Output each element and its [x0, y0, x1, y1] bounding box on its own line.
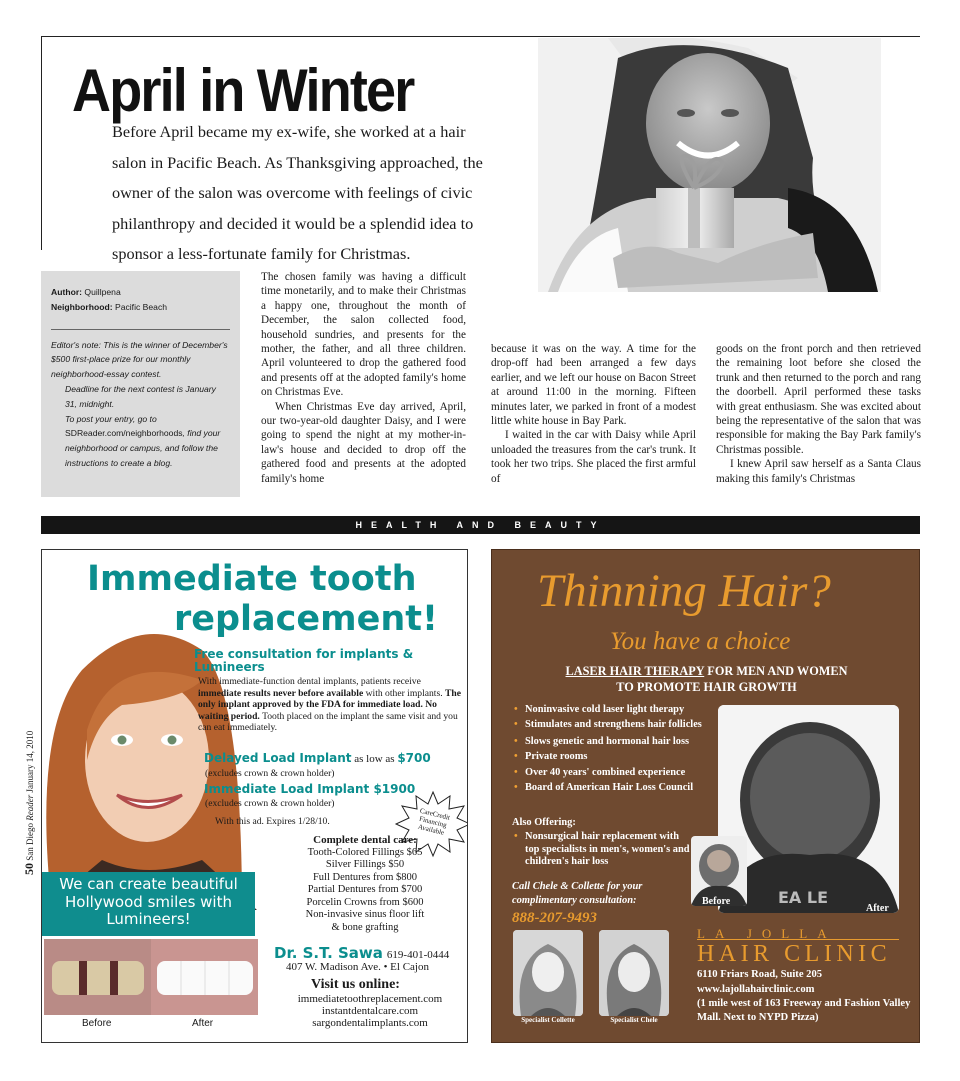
care-item: Tooth-Colored Fillings $65	[307, 846, 423, 858]
brand-hair-clinic: HAIR CLINIC	[697, 941, 892, 967]
care-item: Non-invasive sinus floor lift	[305, 909, 425, 920]
brand-rule	[697, 939, 899, 940]
care-item: Silver Fillings $50	[325, 859, 405, 870]
free-consultation: Free consultation for implants & Lumineers	[194, 647, 414, 674]
article-intro: Before April became my ex-wife, she worked at a hair salon in Pacific Beach. As Thanksgiving approached, the owner of the salon was overcome with feelings of civic philanthropy and decided it would be a splendid idea to sponsor a less-fortunate family for Christmas.	[112, 122, 483, 263]
benefit-item: • Board of American Hair Loss Council	[512, 780, 717, 796]
call-to-action: Call Chele & Collette for your complimentary consultation:	[512, 881, 643, 906]
neighborhood-line: Neighborhood: Pacific Beach	[51, 301, 168, 312]
hair-website[interactable]: www.lajollahairclinic.com	[697, 984, 815, 995]
benefit-item: • Slows genetic and hormonal hair loss	[512, 734, 717, 750]
care-title: Complete dental care:	[313, 834, 417, 846]
hair-phone[interactable]: 888-207-9493	[512, 910, 597, 926]
article-title: April in Winter	[72, 57, 414, 124]
dental-urls	[270, 993, 468, 1029]
specialist-collette-photo	[513, 930, 583, 1016]
author-line: Author: Quillpena	[51, 287, 121, 297]
benefit-item: • Noninvasive cold laser light therapy	[512, 702, 717, 718]
paragraph: goods on the front porch and then retrieved the remaining loot before she closed the trunk and then returned to the porch and rang the doorbell. April performed these tasks with great enthusiasm. She was excited about being the representative of the salon that was responsible for making the Bay Park family's Christmas possible.	[716, 343, 921, 456]
top-rule	[41, 36, 920, 37]
page-number: 50	[22, 863, 36, 875]
hair-headline: Thinning Hair?	[537, 565, 831, 617]
dental-address: 407 W. Madison Ave. • El Cajon	[286, 961, 429, 973]
specialist-collette-label: Specialist Collette	[521, 1016, 575, 1024]
paragraph: The chosen family was having a difficult time monetarily, and to make their Christmas a happy one, throughout the month of December, the salon collected food, household sundries, and presents for the mother, the father, and all three children. April volunteered to drop the gathered food and presents off at the adopted family's home on Christmas Eve.	[261, 271, 466, 399]
neighborhood-name: Pacific Beach	[114, 301, 168, 312]
dental-ad	[41, 549, 468, 1043]
after-label: After	[192, 1018, 214, 1029]
immediate-note: (excludes crown & crown holder)	[205, 798, 335, 809]
delayed-note: (excludes crown & crown holder)	[205, 768, 335, 779]
hair-benefits-list	[512, 702, 717, 796]
brand-la-jolla: LA JOLLA	[697, 926, 837, 941]
url-link[interactable]: sargondentalimplants.com	[312, 1017, 428, 1029]
laser-therapy-heading: LASER HAIR THERAPY FOR MEN AND WOMEN TO PROMOTE HAIR GROWTH	[565, 664, 848, 694]
after-label: After	[866, 903, 889, 914]
hair-address: 6110 Friars Road, Suite 205	[697, 969, 823, 980]
dental-body: With immediate-function dental implants, patients receive immediate results never before available with other implants. The only implant approved by the FDA for immediate load. No waiting period. Tooth placed on the implant the same visit and you can eat immediately.	[198, 676, 462, 734]
specialist-chele-photo	[599, 930, 669, 1016]
article-column-3	[716, 342, 921, 486]
article-column-1	[261, 270, 466, 486]
care-item: Porcelin Crowns from $600	[306, 896, 424, 908]
hair-directions: (1 mile west of 163 Freeway and Fashion Valley Mall. Next to NYPD Pizza)	[697, 998, 911, 1023]
post-entry-note: To post your entry, go to SDReader.com/neighborhoods, find your neighborhood or campus, and follow the instructions to create a blog.	[65, 413, 221, 468]
page-folio: 50 San Diego Reader January 14, 2010	[22, 730, 36, 875]
benefit-item: • Stimulates and strengthens hair follicles	[512, 718, 717, 734]
paragraph: I waited in the car with Daisy while April unloaded the treasures from the car's trunk. It took her two trips. She placed the first armful of	[491, 429, 696, 485]
svg-text:EA LE: EA LE	[778, 888, 829, 907]
paragraph: because it was on the way. A time for the drop-off had been arranged a few days earlier, and we left our house on Bacon Street at around 11:00 in the morning. Fifteen minutes later, we parked in front of a modest little white house in Bay Park.	[491, 343, 696, 428]
care-item: Partial Dentures from $700	[307, 884, 423, 895]
url-link[interactable]: immediatetoothreplacement.com	[297, 993, 443, 1005]
care-item: Full Dentures from $800	[312, 871, 418, 883]
sidebar-divider	[51, 329, 230, 330]
neighborhoods-link[interactable]: SDReader.com/neighborhoods	[65, 428, 183, 439]
hair-subhead: You have a choice	[610, 628, 791, 655]
article-sidebar	[41, 271, 240, 497]
article-column-2	[491, 342, 696, 486]
before-label: Before	[82, 1018, 112, 1029]
expiry-note: With this ad. Expires 1/28/10.	[215, 816, 330, 827]
teeth-before-photo	[44, 939, 151, 1015]
editors-note: Editor's note: This is the winner of December's $500 first-place prize for our monthly neighborhood-essay contest.	[51, 339, 228, 380]
santa-woman-gift-photo	[538, 38, 881, 292]
dental-headline-2: replacement!	[174, 599, 438, 639]
care-item: & bone grafting	[331, 921, 399, 933]
teeth-after-photo	[151, 939, 258, 1015]
section-bar: HEALTH AND BEAUTY	[41, 516, 920, 534]
doctor-name: Dr. S.T. Sawa	[274, 944, 383, 962]
lumineers-banner: We can create beautiful Hollywood smiles with Lumineers!	[42, 872, 255, 936]
dental-phone[interactable]: 619-401-0444	[386, 949, 450, 961]
specialist-chele-label: Specialist Chele	[610, 1016, 658, 1024]
benefit-item: • Private rooms	[512, 749, 717, 765]
carecredit-burst: CareCredit Financing Available	[394, 790, 468, 858]
dental-headline-1: Immediate tooth	[87, 559, 417, 599]
paragraph: I knew April saw herself as a Santa Claus making this family's Christmas	[716, 458, 921, 485]
paragraph: When Christmas Eve day arrived, April, our two-year-old daughter Daisy, and I were going to spend the night at my mother-in-law's house and decided to drop off the gathered food and presents at the adopted family's home	[261, 400, 466, 485]
before-label: Before	[702, 896, 731, 907]
benefit-item: • Over 40 years' combined experience	[512, 765, 717, 781]
delayed-load-offer: Delayed Load Implant as low as $700	[204, 751, 431, 765]
also-item: • Nonsurgical hair replacement with top specialists in men's, women's and children's hair loss	[512, 831, 692, 869]
also-offering: Also Offering:	[512, 817, 576, 828]
deadline-note: Deadline for the next contest is January 31, midnight.	[65, 383, 216, 409]
left-rule	[41, 36, 42, 250]
url-link[interactable]: instantdentalcare.com	[321, 1005, 419, 1017]
hair-clinic-ad	[491, 549, 920, 1043]
dental-care-list	[270, 834, 460, 934]
visit-online: Visit us online:	[311, 977, 400, 992]
also-list	[512, 831, 692, 869]
immediate-load-offer: Immediate Load Implant $1900	[204, 782, 416, 796]
author-name: Quillpena	[84, 287, 121, 297]
